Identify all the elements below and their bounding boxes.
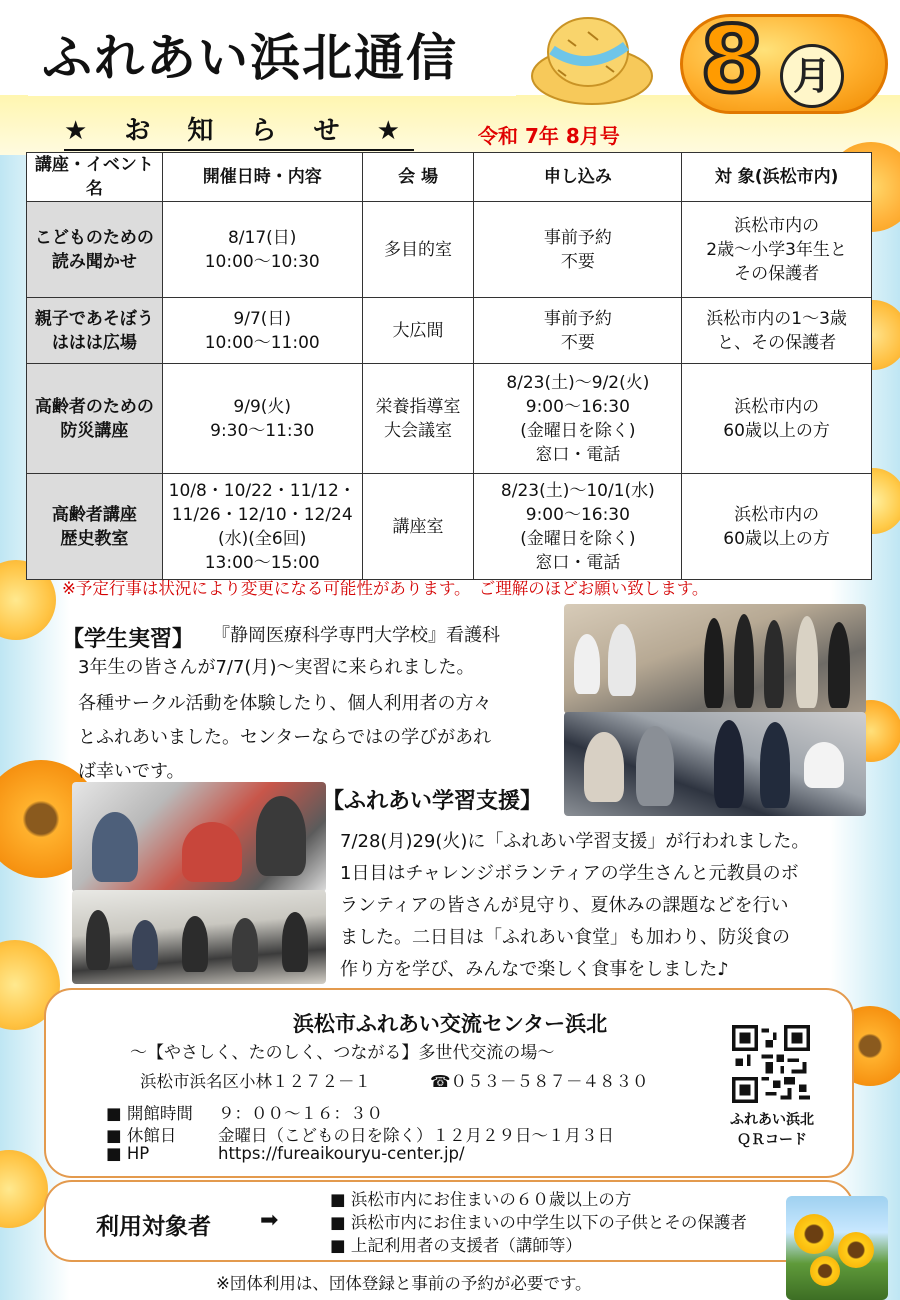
qr-label: ふれあい浜北 ＱＲコード — [730, 1112, 814, 1148]
support-line: ランティアの皆さんが見守り、夏休みの課題などを行い — [340, 895, 789, 916]
target-item: ■ 浜松市内にお住まいの中学生以下の子供とその保護者 — [330, 1213, 747, 1232]
support-line: 7/28(月)29(火)に「ふれあい学習支援」が行われました。 — [340, 831, 810, 852]
event-name: こどものための 読み聞かせ — [27, 202, 163, 298]
student-line: 3年生の皆さんが7/7(月)〜実習に来られました。 — [78, 657, 475, 678]
cooking-photo — [72, 782, 326, 892]
caution-note: ※予定行事は状況により変更になる可能性があります。 ご理解のほどお願い致します。 — [62, 579, 709, 598]
target-item: ■ 浜松市内にお住まいの６０歳以上の方 — [330, 1190, 632, 1209]
qr-code-icon[interactable] — [732, 1025, 810, 1103]
student-circle-photo — [564, 712, 866, 816]
center-name: 浜松市ふれあい交流センター浜北 — [292, 1012, 608, 1036]
column-header: 開催日時・内容 — [162, 153, 362, 202]
support-line: 作り方を学び、みんなで楽しく食事をしました♪ — [340, 959, 729, 980]
table-row — [27, 474, 872, 580]
event-apply: 8/23(土)〜9/2(火) 9:00〜16:30 (金曜日を除く) 窓口・電話 — [474, 364, 682, 474]
notice-heading: ★ お 知 ら せ ★ — [64, 110, 414, 151]
study-support-photo — [72, 890, 326, 984]
center-subtitle: 〜【やさしく、たのしく、つながる】多世代交流の場〜 — [130, 1043, 555, 1063]
closed-value: 金曜日（こどもの日を除く）１２月２９日〜１月３日 — [218, 1126, 614, 1145]
hp-label: ■ HP — [106, 1144, 150, 1163]
student-line: とふれあいました。センターならではの学びがあれ — [78, 727, 492, 748]
newsletter-title: ふれあい浜北通信 — [42, 29, 458, 87]
hours-label: ■ 開館時間 — [106, 1104, 193, 1123]
schedule-table — [26, 152, 872, 580]
event-apply: 事前予約 不要 — [474, 298, 682, 364]
column-header: 対 象(浜松市内) — [682, 153, 872, 202]
event-venue: 大広間 — [362, 298, 474, 364]
center-phone: ☎０５３－５８７－４８３０ — [430, 1072, 649, 1091]
event-datetime: 9/7(日) 10:00〜11:00 — [162, 298, 362, 364]
hp-link[interactable]: https://fureaikouryu-center.jp/ — [218, 1144, 465, 1163]
student-line: 『静岡医療科学専門大学校』看護科 — [212, 625, 500, 646]
event-apply: 8/23(土)〜10/1(水) 9:00〜16:30 (金曜日を除く) 窓口・電話 — [474, 474, 682, 580]
event-target: 浜松市内の1〜3歳 と、その保護者 — [682, 298, 872, 364]
event-target: 浜松市内の 2歳〜小学3年生と その保護者 — [682, 202, 872, 298]
event-datetime: 8/17(日) 10:00〜10:30 — [162, 202, 362, 298]
issue-label: 令和 7年 8月号 — [478, 124, 620, 148]
event-target: 浜松市内の 60歳以上の方 — [682, 364, 872, 474]
event-apply: 事前予約 不要 — [474, 202, 682, 298]
right-arrow-icon: ➡ — [260, 1208, 279, 1233]
sunflower-photo — [786, 1196, 888, 1300]
event-name: 高齢者のための 防災講座 — [27, 364, 163, 474]
event-target: 浜松市内の 60歳以上の方 — [682, 474, 872, 580]
study-support-title: 【ふれあい学習支援】 — [322, 789, 543, 814]
table-row — [27, 364, 872, 474]
closed-label: ■ 休館日 — [106, 1126, 177, 1145]
event-datetime: 10/8・10/22・11/12・ 11/26・12/10・12/24 (水)(全6回) 13:00〜15:00 — [162, 474, 362, 580]
target-users-label: 利用対象者 — [96, 1214, 211, 1240]
event-venue: 講座室 — [362, 474, 474, 580]
column-header: 申し込み — [474, 153, 682, 202]
event-venue: 栄養指導室 大会議室 — [362, 364, 474, 474]
hours-value: ９：００〜１６：３０ — [218, 1104, 383, 1123]
center-address: 浜松市浜名区小林１２７２－１ — [140, 1072, 371, 1091]
group-use-note: ※団体利用は、団体登録と事前の予約が必要です。 — [216, 1274, 592, 1293]
column-header: 講座・イベント名 — [27, 153, 163, 202]
table-row — [27, 202, 872, 298]
event-name: 親子であそぼう ははは広場 — [27, 298, 163, 364]
straw-hat-icon — [528, 6, 656, 110]
student-training-photo — [564, 604, 866, 714]
student-line: ば幸いです。 — [78, 761, 185, 782]
support-line: 1日目はチャレンジボランティアの学生さんと元教員のボ — [340, 863, 799, 884]
month-number: 8 — [700, 6, 765, 113]
table-header-row — [27, 153, 872, 202]
target-item: ■ 上記利用者の支援者（講師等） — [330, 1236, 582, 1255]
student-line: 各種サークル活動を体験したり、個人利用者の方々 — [78, 693, 492, 714]
student-training-title: 【学生実習】 — [62, 627, 195, 652]
month-kanji: 月 — [780, 44, 844, 108]
table-row — [27, 298, 872, 364]
event-venue: 多目的室 — [362, 202, 474, 298]
support-line: ました。二日目は「ふれあい食堂」も加わり、防災食の — [340, 927, 790, 948]
column-header: 会 場 — [362, 153, 474, 202]
event-datetime: 9/9(火) 9:30〜11:30 — [162, 364, 362, 474]
event-name: 高齢者講座 歴史教室 — [27, 474, 163, 580]
